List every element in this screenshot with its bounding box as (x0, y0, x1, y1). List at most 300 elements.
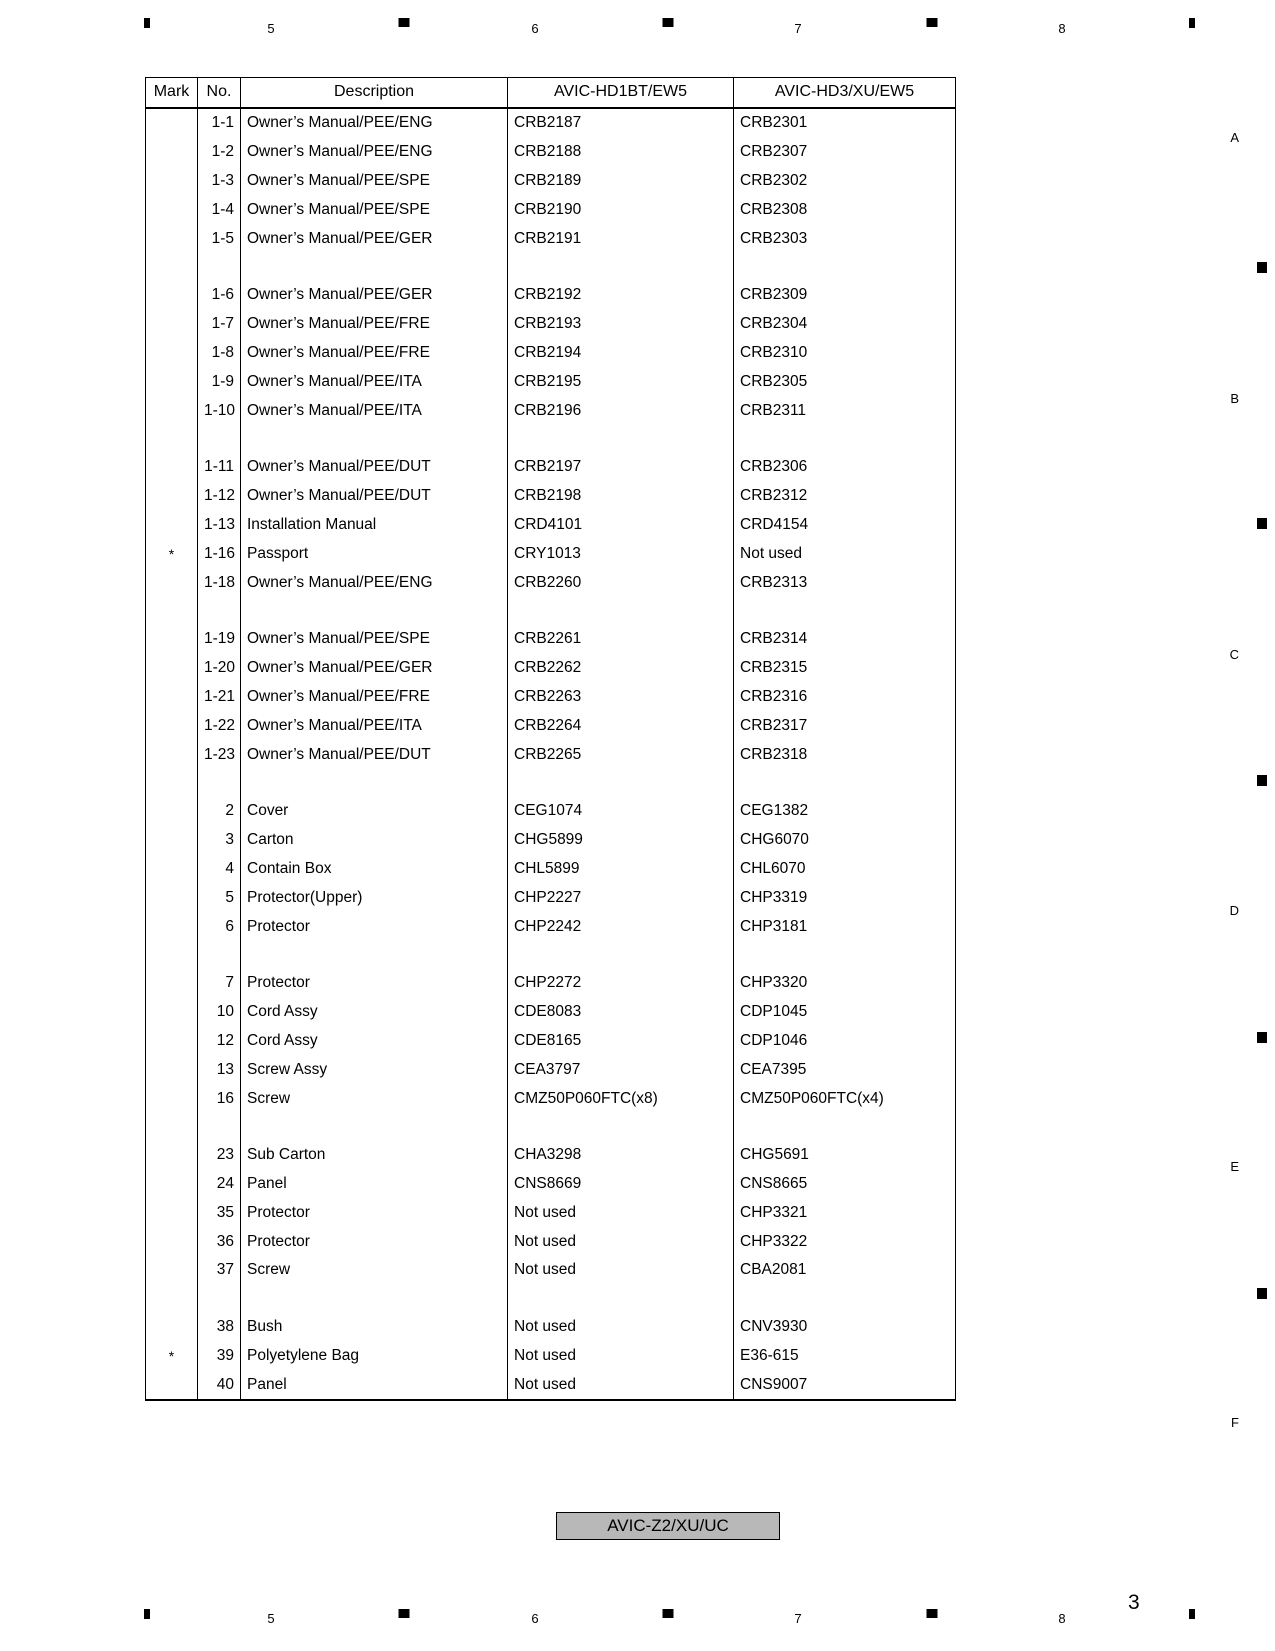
registration-tick (663, 1609, 674, 1618)
cell-no: 1-20 (198, 654, 241, 683)
parts-list-table (145, 77, 956, 1401)
row-letter-b: B (1230, 391, 1239, 406)
cell-mark (146, 1199, 198, 1228)
cell-no: 6 (198, 912, 241, 941)
cell-description: Owner’s Manual/PEE/GER (241, 224, 508, 253)
cell-description: Screw Assy (241, 1055, 508, 1084)
cell-part-hd3: CRB2302 (734, 167, 956, 196)
cell-part-hd3: CHP3322 (734, 1227, 956, 1256)
cell-mark (146, 855, 198, 884)
cell-part-hd1bt: CRB2260 (508, 568, 734, 597)
table-group-spacer (146, 253, 956, 281)
cell-description: Protector (241, 1227, 508, 1256)
cell-description: Polyetylene Bag (241, 1342, 508, 1371)
cell-mark (146, 1313, 198, 1342)
cell-no: 1-4 (198, 195, 241, 224)
table-spacer-cell (198, 425, 241, 453)
table-group-spacer (146, 769, 956, 797)
cell-mark (146, 1141, 198, 1170)
table-spacer-cell (146, 597, 198, 625)
table-spacer-cell (241, 253, 508, 281)
cell-part-hd3: CRB2312 (734, 482, 956, 511)
cell-part-hd1bt: CRB2194 (508, 339, 734, 368)
cell-part-hd3: CHP3319 (734, 883, 956, 912)
table-spacer-cell (146, 425, 198, 453)
registration-tick (399, 18, 410, 27)
table-spacer-cell (198, 1113, 241, 1141)
table-row (146, 511, 956, 540)
table-row (146, 367, 956, 396)
cell-part-hd1bt: CMZ50P060FTC(x8) (508, 1084, 734, 1113)
table-row (146, 969, 956, 998)
registration-tick (144, 1609, 150, 1619)
table-spacer-cell (734, 1113, 956, 1141)
cell-description: Owner’s Manual/PEE/GER (241, 654, 508, 683)
cell-description: Owner’s Manual/PEE/ITA (241, 711, 508, 740)
cell-description: Protector (241, 1199, 508, 1228)
table-spacer-cell (198, 941, 241, 969)
table-row (146, 740, 956, 769)
cell-mark (146, 625, 198, 654)
cell-part-hd3: CRB2311 (734, 396, 956, 425)
cell-mark (146, 167, 198, 196)
cell-part-hd1bt: CDE8083 (508, 998, 734, 1027)
cell-part-hd1bt: CHP2227 (508, 883, 734, 912)
table-row (146, 1055, 956, 1084)
cell-part-hd3: CRB2316 (734, 683, 956, 712)
cell-part-hd1bt: CRB2196 (508, 396, 734, 425)
table-spacer-cell (241, 1285, 508, 1313)
cell-part-hd1bt: CRB2191 (508, 224, 734, 253)
cell-no: 1-7 (198, 310, 241, 339)
cell-part-hd1bt: CRB2193 (508, 310, 734, 339)
row-letter-c: C (1229, 647, 1239, 662)
table-spacer-cell (734, 1285, 956, 1313)
table-spacer-cell (508, 769, 734, 797)
column-number-top-7: 7 (794, 21, 802, 36)
column-number-bottom-7: 7 (794, 1611, 802, 1626)
table-row (146, 998, 956, 1027)
column-number-top-8: 8 (1058, 21, 1066, 36)
cell-mark: * (146, 539, 198, 568)
cell-mark (146, 1370, 198, 1400)
cell-no: 39 (198, 1342, 241, 1371)
cell-mark (146, 138, 198, 167)
cell-part-hd1bt: CRB2262 (508, 654, 734, 683)
column-header-description: Description (241, 78, 508, 109)
cell-no: 1-23 (198, 740, 241, 769)
cell-part-hd1bt: CRY1013 (508, 539, 734, 568)
registration-tick (927, 1609, 938, 1618)
cell-part-hd3: CHG5691 (734, 1141, 956, 1170)
table-spacer-cell (508, 425, 734, 453)
cell-part-hd3: CNS8665 (734, 1170, 956, 1199)
table-spacer-cell (734, 941, 956, 969)
cell-part-hd1bt: CHL5899 (508, 855, 734, 884)
table-spacer-cell (198, 253, 241, 281)
bottom-margin-ruler (0, 1595, 1275, 1635)
column-number-top-6: 6 (531, 21, 539, 36)
cell-mark (146, 1027, 198, 1056)
cell-part-hd1bt: CHP2272 (508, 969, 734, 998)
top-margin-ruler (0, 6, 1275, 46)
table-header (146, 78, 956, 109)
cell-description: Cord Assy (241, 1027, 508, 1056)
cell-description: Owner’s Manual/PEE/GER (241, 281, 508, 310)
table-row (146, 339, 956, 368)
cell-part-hd1bt: Not used (508, 1342, 734, 1371)
cell-description: Panel (241, 1170, 508, 1199)
cell-no: 1-18 (198, 568, 241, 597)
registration-tick (1257, 262, 1267, 273)
table-row (146, 1313, 956, 1342)
cell-description: Owner’s Manual/PEE/ENG (241, 568, 508, 597)
cell-no: 1-13 (198, 511, 241, 540)
cell-description: Sub Carton (241, 1141, 508, 1170)
cell-part-hd3: CBA2081 (734, 1256, 956, 1285)
cell-part-hd1bt: CRB2192 (508, 281, 734, 310)
cell-part-hd3: CNS9007 (734, 1370, 956, 1400)
cell-no: 35 (198, 1199, 241, 1228)
cell-part-hd3: CRB2301 (734, 108, 956, 138)
cell-no: 13 (198, 1055, 241, 1084)
cell-part-hd1bt: CRB2265 (508, 740, 734, 769)
row-letter-f: F (1231, 1415, 1239, 1430)
table-body (146, 108, 956, 1400)
cell-part-hd3: CDP1046 (734, 1027, 956, 1056)
cell-description: Protector (241, 912, 508, 941)
table-spacer-cell (734, 597, 956, 625)
cell-description: Owner’s Manual/PEE/SPE (241, 195, 508, 224)
cell-mark (146, 1256, 198, 1285)
cell-part-hd1bt: CRB2264 (508, 711, 734, 740)
cell-part-hd3: CNV3930 (734, 1313, 956, 1342)
table-group-spacer (146, 1113, 956, 1141)
cell-no: 10 (198, 998, 241, 1027)
cell-no: 36 (198, 1227, 241, 1256)
table-spacer-cell (241, 769, 508, 797)
cell-no: 1-11 (198, 453, 241, 482)
model-badge: AVIC-Z2/XU/UC (556, 1512, 780, 1540)
cell-part-hd3: CDP1045 (734, 998, 956, 1027)
cell-description: Screw (241, 1084, 508, 1113)
cell-description: Cord Assy (241, 998, 508, 1027)
cell-description: Owner’s Manual/PEE/ENG (241, 108, 508, 138)
cell-mark (146, 224, 198, 253)
table-row (146, 568, 956, 597)
cell-part-hd1bt: Not used (508, 1199, 734, 1228)
column-header-part-hd1bt: AVIC-HD1BT/EW5 (508, 78, 734, 109)
cell-part-hd3: CRB2314 (734, 625, 956, 654)
cell-no: 7 (198, 969, 241, 998)
cell-no: 1-21 (198, 683, 241, 712)
cell-part-hd3: CRB2303 (734, 224, 956, 253)
cell-part-hd1bt: CRB2195 (508, 367, 734, 396)
cell-description: Owner’s Manual/PEE/ITA (241, 396, 508, 425)
cell-no: 1-3 (198, 167, 241, 196)
cell-mark (146, 998, 198, 1027)
cell-mark (146, 281, 198, 310)
table-row (146, 654, 956, 683)
cell-part-hd3: CRB2313 (734, 568, 956, 597)
table-spacer-cell (508, 941, 734, 969)
row-letter-a: A (1230, 130, 1239, 145)
cell-part-hd3: CHL6070 (734, 855, 956, 884)
table-spacer-cell (146, 1285, 198, 1313)
registration-tick (1257, 775, 1267, 786)
cell-part-hd3: CHP3321 (734, 1199, 956, 1228)
cell-mark (146, 683, 198, 712)
table-row (146, 711, 956, 740)
cell-no: 1-8 (198, 339, 241, 368)
table-spacer-cell (508, 597, 734, 625)
cell-mark (146, 883, 198, 912)
cell-no: 1-2 (198, 138, 241, 167)
cell-part-hd3: CRB2309 (734, 281, 956, 310)
cell-mark: * (146, 1342, 198, 1371)
registration-tick (1189, 1609, 1195, 1619)
cell-part-hd3: CHP3181 (734, 912, 956, 941)
table-group-spacer (146, 1285, 956, 1313)
cell-part-hd3: E36-615 (734, 1342, 956, 1371)
table-spacer-cell (734, 425, 956, 453)
cell-part-hd1bt: CRB2261 (508, 625, 734, 654)
cell-description: Screw (241, 1256, 508, 1285)
table-spacer-cell (146, 253, 198, 281)
cell-mark (146, 711, 198, 740)
cell-part-hd3: CRB2308 (734, 195, 956, 224)
cell-description: Owner’s Manual/PEE/ENG (241, 138, 508, 167)
cell-part-hd1bt: CHG5899 (508, 826, 734, 855)
table-spacer-cell (508, 1113, 734, 1141)
cell-description: Owner’s Manual/PEE/SPE (241, 167, 508, 196)
cell-no: 1-9 (198, 367, 241, 396)
cell-mark (146, 568, 198, 597)
table-row (146, 797, 956, 826)
cell-mark (146, 654, 198, 683)
table-row (146, 1027, 956, 1056)
cell-part-hd1bt: Not used (508, 1370, 734, 1400)
cell-part-hd1bt: Not used (508, 1313, 734, 1342)
table-row (146, 453, 956, 482)
cell-part-hd1bt: CRB2197 (508, 453, 734, 482)
cell-description: Carton (241, 826, 508, 855)
table-row (146, 167, 956, 196)
column-number-top-5: 5 (267, 21, 275, 36)
row-letter-e: E (1230, 1159, 1239, 1174)
column-number-bottom-6: 6 (531, 1611, 539, 1626)
cell-part-hd1bt: Not used (508, 1227, 734, 1256)
registration-tick (663, 18, 674, 27)
cell-part-hd1bt: CHP2242 (508, 912, 734, 941)
cell-mark (146, 797, 198, 826)
cell-part-hd1bt: CRB2198 (508, 482, 734, 511)
cell-description: Owner’s Manual/PEE/ITA (241, 367, 508, 396)
cell-description: Owner’s Manual/PEE/DUT (241, 740, 508, 769)
table-row (146, 138, 956, 167)
table-spacer-cell (146, 769, 198, 797)
table-row (146, 108, 956, 138)
cell-no: 1-22 (198, 711, 241, 740)
column-header-no: No. (198, 78, 241, 109)
table-row (146, 912, 956, 941)
table-row (146, 224, 956, 253)
cell-part-hd3: CRB2306 (734, 453, 956, 482)
cell-part-hd3: CRB2310 (734, 339, 956, 368)
column-header-part-hd3: AVIC-HD3/XU/EW5 (734, 78, 956, 109)
cell-description: Contain Box (241, 855, 508, 884)
table-spacer-cell (508, 253, 734, 281)
cell-no: 16 (198, 1084, 241, 1113)
table-row (146, 1170, 956, 1199)
cell-description: Protector (241, 969, 508, 998)
cell-no: 2 (198, 797, 241, 826)
column-number-bottom-8: 8 (1058, 1611, 1066, 1626)
cell-mark (146, 740, 198, 769)
column-number-bottom-5: 5 (267, 1611, 275, 1626)
table-header-row (146, 78, 956, 109)
cell-description: Bush (241, 1313, 508, 1342)
cell-part-hd1bt: CNS8669 (508, 1170, 734, 1199)
cell-mark (146, 1227, 198, 1256)
table-group-spacer (146, 941, 956, 969)
table-spacer-cell (198, 597, 241, 625)
cell-no: 1-19 (198, 625, 241, 654)
table-row (146, 683, 956, 712)
cell-mark (146, 453, 198, 482)
cell-no: 37 (198, 1256, 241, 1285)
table-row (146, 1370, 956, 1400)
cell-part-hd1bt: CRD4101 (508, 511, 734, 540)
table-row (146, 482, 956, 511)
cell-description: Owner’s Manual/PEE/DUT (241, 482, 508, 511)
cell-part-hd3: CRB2305 (734, 367, 956, 396)
table-row (146, 1084, 956, 1113)
cell-part-hd1bt: CEA3797 (508, 1055, 734, 1084)
cell-mark (146, 482, 198, 511)
registration-tick (399, 1609, 410, 1618)
cell-description: Owner’s Manual/PEE/FRE (241, 683, 508, 712)
cell-description: Installation Manual (241, 511, 508, 540)
cell-part-hd1bt: CRB2190 (508, 195, 734, 224)
cell-mark (146, 367, 198, 396)
cell-part-hd3: CRB2317 (734, 711, 956, 740)
cell-no: 1-16 (198, 539, 241, 568)
row-letter-d: D (1229, 903, 1239, 918)
table-spacer-cell (508, 1285, 734, 1313)
cell-no: 1-12 (198, 482, 241, 511)
table-spacer-cell (734, 253, 956, 281)
cell-no: 24 (198, 1170, 241, 1199)
table-row (146, 281, 956, 310)
table-row (146, 310, 956, 339)
cell-mark (146, 826, 198, 855)
table-spacer-cell (146, 941, 198, 969)
table-spacer-cell (198, 1285, 241, 1313)
cell-part-hd3: CEG1382 (734, 797, 956, 826)
cell-part-hd1bt: CRB2188 (508, 138, 734, 167)
cell-part-hd1bt: CDE8165 (508, 1027, 734, 1056)
cell-mark (146, 108, 198, 138)
cell-description: Owner’s Manual/PEE/FRE (241, 310, 508, 339)
table-row (146, 195, 956, 224)
table-row (146, 1342, 956, 1371)
table-row (146, 396, 956, 425)
cell-part-hd1bt: Not used (508, 1256, 734, 1285)
cell-part-hd1bt: CRB2189 (508, 167, 734, 196)
cell-description: Passport (241, 539, 508, 568)
cell-mark (146, 511, 198, 540)
cell-mark (146, 1055, 198, 1084)
table-spacer-cell (241, 425, 508, 453)
cell-description: Protector(Upper) (241, 883, 508, 912)
cell-mark (146, 339, 198, 368)
cell-no: 1-6 (198, 281, 241, 310)
cell-no: 3 (198, 826, 241, 855)
registration-tick (1257, 518, 1267, 529)
cell-part-hd3: CRB2307 (734, 138, 956, 167)
cell-no: 23 (198, 1141, 241, 1170)
cell-part-hd3: CRB2318 (734, 740, 956, 769)
table-spacer-cell (241, 941, 508, 969)
table-row (146, 539, 956, 568)
cell-no: 4 (198, 855, 241, 884)
cell-part-hd3: CHG6070 (734, 826, 956, 855)
cell-no: 1-1 (198, 108, 241, 138)
cell-description: Cover (241, 797, 508, 826)
registration-tick (144, 18, 150, 28)
cell-mark (146, 310, 198, 339)
cell-mark (146, 1084, 198, 1113)
table-row (146, 625, 956, 654)
cell-no: 5 (198, 883, 241, 912)
cell-description: Owner’s Manual/PEE/DUT (241, 453, 508, 482)
table-group-spacer (146, 597, 956, 625)
cell-part-hd3: CMZ50P060FTC(x4) (734, 1084, 956, 1113)
cell-no: 1-10 (198, 396, 241, 425)
table-spacer-cell (241, 597, 508, 625)
cell-part-hd1bt: CEG1074 (508, 797, 734, 826)
cell-part-hd1bt: CRB2187 (508, 108, 734, 138)
registration-tick (1257, 1032, 1267, 1043)
table-row (146, 1256, 956, 1285)
cell-mark (146, 396, 198, 425)
cell-part-hd1bt: CRB2263 (508, 683, 734, 712)
cell-description: Owner’s Manual/PEE/FRE (241, 339, 508, 368)
registration-tick (1257, 1288, 1267, 1299)
table-group-spacer (146, 425, 956, 453)
column-header-mark: Mark (146, 78, 198, 109)
cell-no: 38 (198, 1313, 241, 1342)
table-spacer-cell (734, 769, 956, 797)
table-row (146, 855, 956, 884)
cell-mark (146, 1170, 198, 1199)
cell-no: 40 (198, 1370, 241, 1400)
registration-tick (1189, 18, 1195, 28)
cell-mark (146, 969, 198, 998)
registration-tick (927, 18, 938, 27)
table-row (146, 1199, 956, 1228)
cell-part-hd3: CRB2304 (734, 310, 956, 339)
cell-part-hd3: CHP3320 (734, 969, 956, 998)
cell-part-hd3: CEA7395 (734, 1055, 956, 1084)
cell-part-hd3: CRB2315 (734, 654, 956, 683)
table-spacer-cell (146, 1113, 198, 1141)
page-number: 3 (1128, 1591, 1140, 1614)
cell-description: Owner’s Manual/PEE/SPE (241, 625, 508, 654)
cell-part-hd3: Not used (734, 539, 956, 568)
table-row (146, 826, 956, 855)
